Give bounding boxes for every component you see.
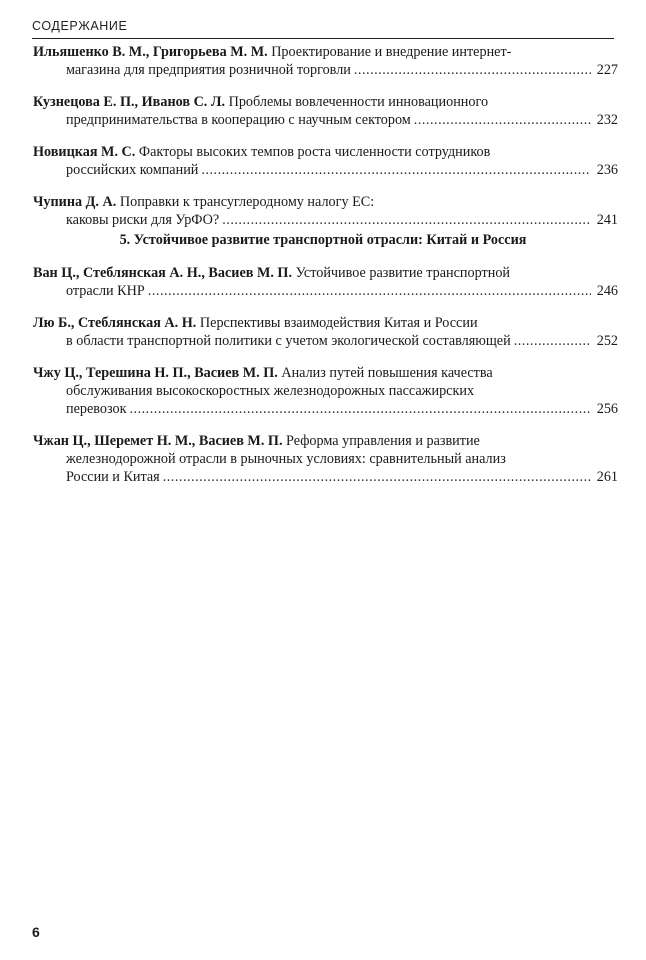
toc-entry-title-cont: предпринимательства в кооперацию с научным сектором <box>66 112 411 128</box>
toc-entry-title-cont: России и Китая <box>66 469 160 485</box>
toc-entry <box>33 93 618 129</box>
toc-entry-page: 256 <box>596 401 618 417</box>
toc-entry-title: Проектирование и внедрение интернет- <box>267 44 512 60</box>
toc-entry-title-cont: железнодорожной отрасли в рыночных условиях: сравнительный анализ <box>66 451 506 467</box>
toc-entry-title: Факторы высоких темпов роста численности сотрудников <box>135 144 491 160</box>
leader-dots <box>201 161 591 179</box>
toc-entry-title: Проблемы вовлеченности инновационного <box>225 94 489 110</box>
toc-entry-title-cont: отрасли КНР <box>66 283 145 299</box>
toc-entry-title: Перспективы взаимодействия Китая и России <box>196 315 478 331</box>
toc-entry-page: 246 <box>596 283 618 299</box>
page-number: 6 <box>32 924 40 940</box>
leader-dots <box>514 332 591 350</box>
running-header: СОДЕРЖАНИЕ <box>32 19 128 33</box>
toc-entry-title-cont: российских компаний <box>66 162 199 178</box>
leader-dots <box>222 211 591 229</box>
toc-entry-authors: Чжу Ц., Терешина Н. П., Васиев М. П. <box>33 365 278 381</box>
toc-entry-authors: Ильяшенко В. М., Григорьева М. М. <box>33 44 268 60</box>
section-heading: 5. Устойчивое развитие транспортной отрасли: Китай и Россия <box>119 232 527 248</box>
toc-entry-authors: Кузнецова Е. П., Иванов С. Л. <box>33 94 226 110</box>
toc-entry <box>33 264 618 300</box>
header-divider <box>32 38 614 39</box>
toc-entry-page: 241 <box>596 212 618 228</box>
toc-entry-page: 227 <box>596 62 618 78</box>
toc-group-economics <box>33 43 618 243</box>
toc-entry-authors: Ван Ц., Стеблянская А. Н., Васиев М. П. <box>33 265 293 281</box>
toc-entry-authors: Чжан Ц., Шеремет Н. М., Васиев М. П. <box>33 433 283 449</box>
toc-entry <box>33 432 618 486</box>
toc-entry-title-cont: каковы риски для УрФО? <box>66 212 220 228</box>
toc-group-transport <box>33 264 618 500</box>
toc-entry <box>33 193 618 229</box>
leader-dots <box>148 282 591 300</box>
toc-entry <box>33 364 618 418</box>
leader-dots <box>129 400 591 418</box>
toc-entry-page: 236 <box>596 162 618 178</box>
leader-dots <box>354 61 591 79</box>
toc-entry-page: 261 <box>596 469 618 485</box>
toc-entry-title: Устойчивое развитие транспортной <box>292 265 511 281</box>
toc-entry-authors: Чупина Д. А. <box>33 194 117 210</box>
toc-entry-authors: Новицкая М. С. <box>33 144 136 160</box>
toc-entry-title-cont: в области транспортной политики с учетом экологической составляющей <box>66 333 511 349</box>
toc-entry <box>33 314 618 350</box>
toc-entry-title-cont: перевозок <box>66 401 127 417</box>
leader-dots <box>414 111 591 129</box>
toc-entry-authors: Лю Б., Стеблянская А. Н. <box>33 315 197 331</box>
toc-entry-title-cont: магазина для предприятия розничной торговли <box>66 62 351 78</box>
toc-entry-title: Поправки к трансуглеродному налогу ЕС: <box>116 194 375 210</box>
toc-entry <box>33 43 618 79</box>
leader-dots <box>163 468 591 486</box>
toc-entry-title-cont: обслуживания высокоскоростных железнодорожных пассажирских <box>66 383 475 399</box>
toc-entry-page: 252 <box>596 333 618 349</box>
toc-entry-title: Анализ путей повышения качества <box>277 365 493 381</box>
toc-entry-title: Реформа управления и развитие <box>282 433 480 449</box>
toc-entry-page: 232 <box>596 112 618 128</box>
toc-entry <box>33 143 618 179</box>
